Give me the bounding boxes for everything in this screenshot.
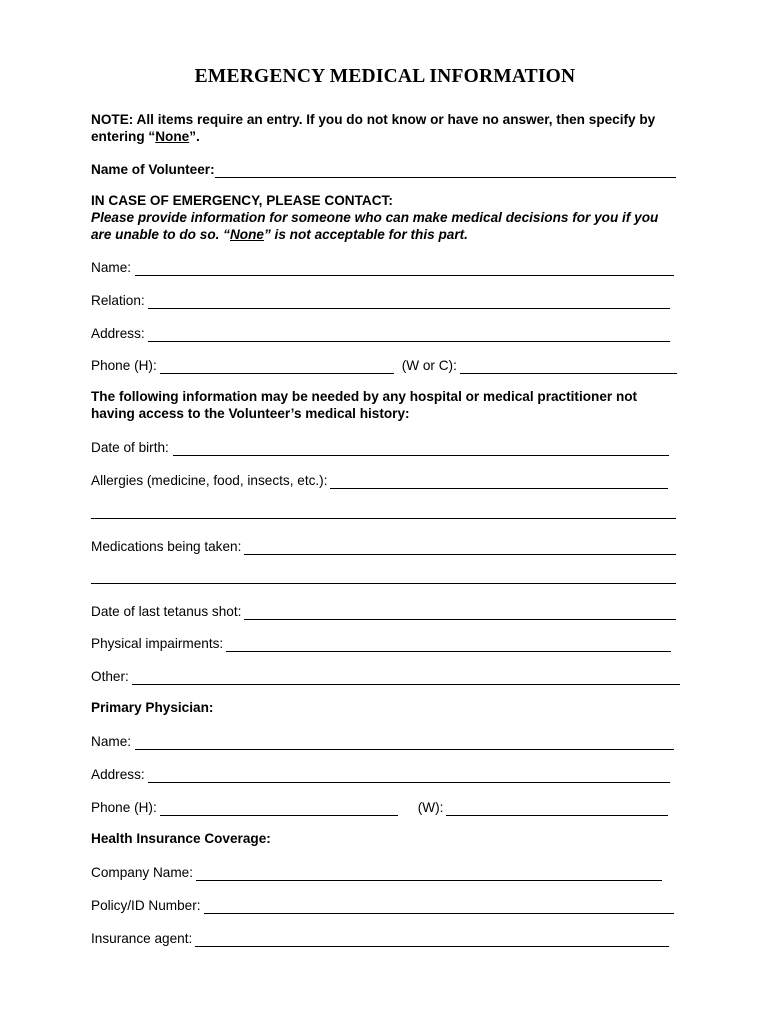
contact-relation-field[interactable]: [148, 294, 670, 309]
physician-address-row: [91, 765, 670, 783]
physician-name-row: [91, 732, 674, 750]
physician-address-field[interactable]: [148, 768, 670, 783]
note-pre: entering “: [91, 128, 156, 144]
physician-name-label: Name:: [91, 734, 132, 749]
contact-phone-h-label: Phone (H):: [91, 358, 157, 373]
note-none: None: [155, 128, 190, 144]
volunteer-name-label: Name of Volunteer:: [91, 162, 215, 177]
insurance-policy-field[interactable]: [204, 899, 674, 914]
physician-phone-h-label: Phone (H):: [91, 800, 157, 815]
physician-name-field[interactable]: [135, 735, 674, 750]
tetanus-row: [91, 602, 676, 620]
insurance-company-label: Company Name:: [91, 865, 193, 880]
insurance-agent-label: Insurance agent:: [91, 931, 193, 946]
medical-intro-line-2: having access to the Volunteer’s medical history:: [91, 405, 410, 421]
tetanus-field[interactable]: [244, 605, 676, 620]
contact-name-field[interactable]: [135, 261, 674, 276]
insurance-company-row: [91, 863, 662, 881]
page-title: EMERGENCY MEDICAL INFORMATION: [194, 66, 576, 87]
other-row: [91, 667, 680, 685]
insurance-heading: Health Insurance Coverage:: [91, 831, 271, 846]
contact-name-label: Name:: [91, 260, 132, 275]
contact-relation-row: [91, 291, 670, 309]
insurance-agent-row: [91, 929, 669, 947]
impairments-row: [91, 634, 671, 652]
insurance-policy-row: [91, 896, 674, 914]
medications-label: Medications being taken:: [91, 539, 242, 554]
allergies-row: [91, 471, 668, 489]
impairments-field[interactable]: [226, 637, 671, 652]
dob-label: Date of birth:: [91, 440, 169, 455]
dob-row: [91, 438, 669, 456]
contact-phone-wc-field[interactable]: [460, 359, 677, 374]
physician-heading: Primary Physician:: [91, 700, 214, 715]
emergency-desc-line-2: [91, 227, 691, 244]
medications-row: [91, 537, 676, 555]
contact-address-field[interactable]: [148, 327, 670, 342]
other-field[interactable]: [132, 670, 680, 685]
medications-field-line-2[interactable]: [91, 582, 676, 584]
physician-phone-row: [91, 798, 668, 816]
allergies-label: Allergies (medicine, food, insects, etc.):: [91, 473, 328, 488]
physician-phone-w-field[interactable]: [446, 801, 668, 816]
insurance-agent-field[interactable]: [195, 932, 669, 947]
medical-intro: [91, 389, 691, 423]
note-text: [91, 112, 691, 146]
note-line-2: [91, 129, 691, 146]
emergency-heading: IN CASE OF EMERGENCY, PLEASE CONTACT:: [91, 193, 393, 208]
emergency-desc-post: ” is not acceptable for this part.: [263, 226, 468, 242]
emergency-section-header: [91, 193, 691, 243]
allergies-field[interactable]: [330, 474, 668, 489]
medical-intro-line-1: The following information may be needed by any hospital or medical practitioner not: [91, 389, 638, 404]
insurance-policy-label: Policy/ID Number:: [91, 898, 201, 913]
note-line-1: NOTE: All items require an entry. If you do not know or have no answer, then specify by: [91, 112, 656, 127]
contact-phone-wc-label: (W or C):: [401, 358, 457, 373]
contact-phone-h-field[interactable]: [160, 359, 394, 374]
tetanus-label: Date of last tetanus shot:: [91, 604, 242, 619]
contact-phone-row: [91, 356, 677, 374]
volunteer-name-row: [91, 160, 676, 178]
volunteer-name-field[interactable]: [215, 163, 676, 178]
other-label: Other:: [91, 669, 129, 684]
physician-phone-w-label: (W):: [417, 800, 444, 815]
contact-name-row: [91, 258, 674, 276]
physician-phone-h-field[interactable]: [160, 801, 398, 816]
emergency-desc-pre: are unable to do so. “: [91, 226, 230, 242]
contact-relation-label: Relation:: [91, 293, 145, 308]
dob-field[interactable]: [173, 441, 669, 456]
allergies-field-line-2[interactable]: [91, 517, 676, 519]
medications-field[interactable]: [244, 540, 676, 555]
contact-address-label: Address:: [91, 326, 145, 341]
emergency-desc-none: None: [229, 226, 264, 242]
note-post: ”.: [189, 128, 200, 144]
insurance-company-field[interactable]: [196, 866, 662, 881]
emergency-desc-line-1: Please provide information for someone who can make medical decisions for you if you: [91, 209, 659, 225]
impairments-label: Physical impairments:: [91, 636, 224, 651]
physician-address-label: Address:: [91, 767, 145, 782]
contact-address-row: [91, 324, 670, 342]
